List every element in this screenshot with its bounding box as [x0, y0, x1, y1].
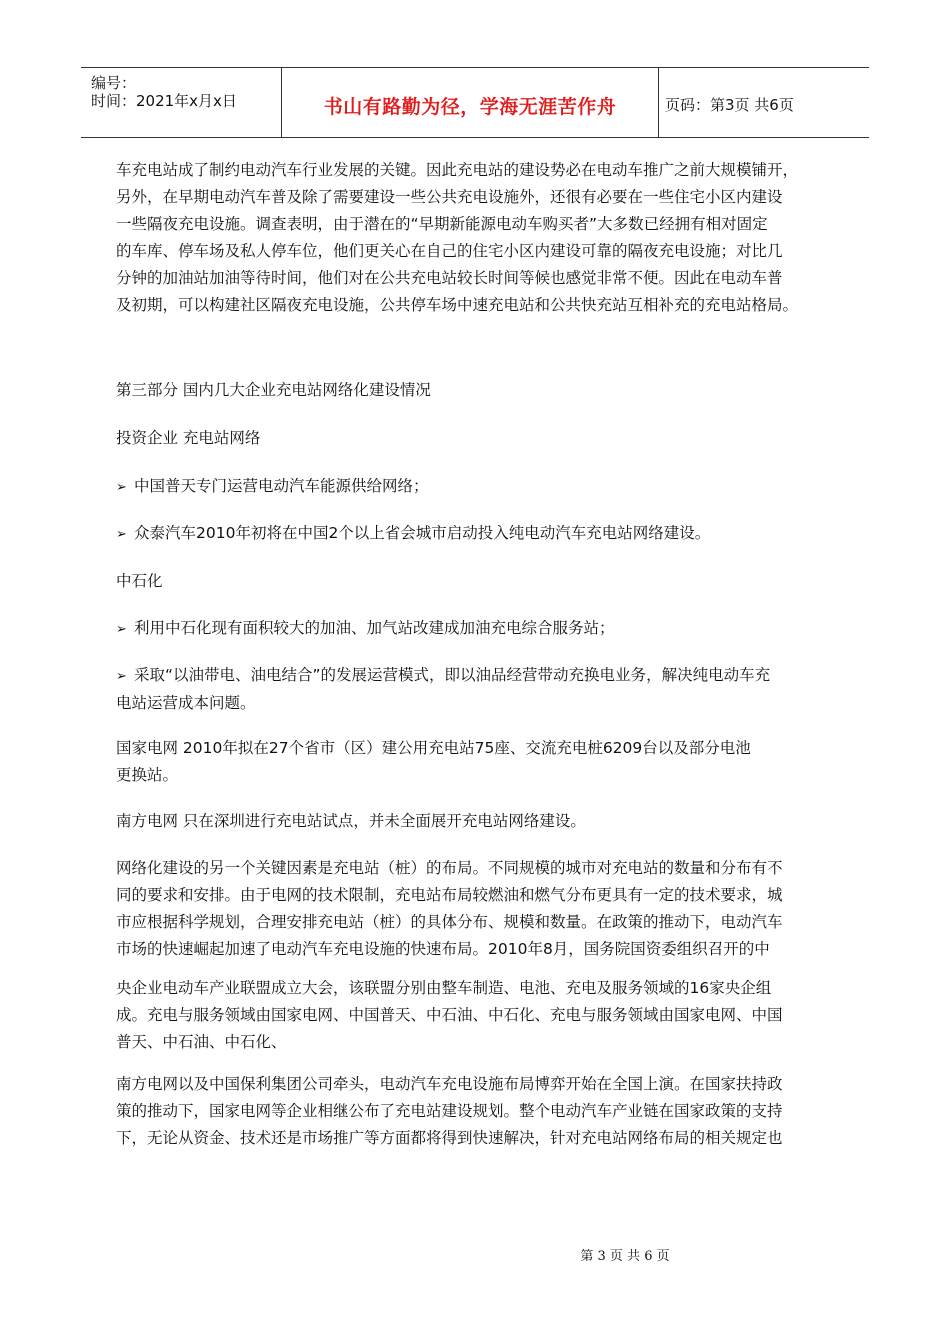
text-line: 同的要求和安排。由于电网的技术限制，充电站布局较燃油和燃气分布更具有一定的技术要求，城 — [116, 886, 783, 904]
invest-heading — [116, 425, 840, 452]
header-motto-cell — [282, 68, 659, 137]
arrow-bullet-icon: ➢ — [116, 622, 127, 637]
list-item — [116, 615, 840, 643]
text-line: 国家电网 2010年拟在27个省市（区）建公用充电站75座、交流充电桩6209台以及部分电池 — [116, 739, 751, 757]
page-footer: 第 3 页 共 6 页 — [580, 1249, 670, 1264]
page-header — [81, 67, 869, 138]
layout-paragraph — [116, 855, 840, 963]
section-title: 第三部分 国内几大企业充电站网络化建设情况 — [116, 381, 431, 399]
text-line: 央企业电动车产业联盟成立大会，该联盟分别由整车制造、电池、充电及服务领域的16家央企组 — [116, 979, 772, 997]
policy-paragraph — [116, 1071, 840, 1152]
list-item — [116, 473, 840, 501]
text-line: 网络化建设的另一个关键因素是充电站（桩）的布局。不同规模的城市对充电站的数量和分布有不 — [116, 859, 783, 877]
text-line: 下，无论从资金、技术还是市场推广等方面都将得到快速解决，针对充电站网络布局的相关规定也 — [116, 1129, 783, 1147]
text-line: 更换站。 — [116, 766, 179, 784]
arrow-bullet-icon: ➢ — [116, 527, 127, 542]
text-line: 策的推动下，国家电网等企业相继公布了充电站建设规划。整个电动汽车产业链在国家政策的支持 — [116, 1102, 783, 1120]
text-line: 市应根据科学规划，合理安排充电站（桩）的具体分布、规模和数量。在政策的推动下，电动汽车 — [116, 913, 783, 931]
text-line: 市场的快速崛起加速了电动汽车充电设施的快速布局。2010年8月，国务院国资委组织召开的中 — [116, 940, 770, 958]
document-number-label: 编号： — [91, 74, 137, 92]
intro-paragraph — [116, 157, 840, 319]
sinopec-heading — [116, 568, 840, 595]
page-info: 页码：第3页 共6页 — [665, 96, 794, 114]
subheading: 投资企业 充电站网络 — [116, 429, 261, 447]
arrow-bullet-icon: ➢ — [116, 669, 127, 684]
list-item-text: 利用中石化现有面积较大的加油、加气站改建成加油充电综合服务站； — [134, 619, 615, 637]
list-item — [116, 520, 840, 548]
list-item-text: 电站运营成本问题。 — [116, 694, 256, 712]
motto-text: 书山有路勤为径，学海无涯苦作舟 — [323, 96, 617, 118]
subheading: 中石化 — [116, 572, 163, 590]
text-line: 南方电网以及中国保利集团公司牵头，电动汽车充电设施布局博弈开始在全国上演。在国家扶持政 — [116, 1075, 783, 1093]
alliance-paragraph — [116, 975, 840, 1056]
csg-paragraph — [116, 808, 840, 835]
text-line: 分钟的加油站加油等待时间，他们对在公共充电站较长时间等候也感觉非常不便。因此在电动车普 — [116, 269, 783, 287]
header-meta-cell — [81, 68, 282, 137]
header-page-cell — [659, 68, 869, 137]
list-item-text: 众泰汽车2010年初将在中国2个以上省会城市启动投入纯电动汽车充电站网络建设。 — [134, 524, 711, 542]
text-line: 及初期，可以构建社区隔夜充电设施，公共停车场中速充电站和公共快充站互相补充的充电站格局。 — [116, 296, 799, 314]
list-item — [116, 662, 840, 717]
list-item-text: 中国普天专门运营电动汽车能源供给网络； — [134, 477, 429, 495]
text-line: 车充电站成了制约电动汽车行业发展的关键。因此充电站的建设势必在电动车推广之前大规模铺开， — [116, 161, 799, 179]
list-item-text: 采取“以油带电、油电结合”的发展运营模式，即以油品经营带动充换电业务，解决纯电动车充 — [134, 666, 771, 684]
text-line: 的车库、停车场及私人停车位，他们更关心在自己的住宅小区内建设可靠的隔夜充电设施；对比几 — [116, 242, 783, 260]
document-date-label: 时间：2021年x月x日 — [91, 92, 237, 110]
text-line: 一些隔夜充电设施。调查表明，由于潜在的“早期新能源电动车购买者”大多数已经拥有相对固定 — [116, 215, 768, 233]
section-heading — [116, 377, 840, 404]
text-line: 另外，在早期电动汽车普及除了需要建设一些公共充电设施外，还很有必要在一些住宅小区内建设 — [116, 188, 783, 206]
sgcc-paragraph — [116, 735, 840, 789]
text-line: 南方电网 只在深圳进行充电站试点，并未全面展开充电站网络建设。 — [116, 812, 586, 830]
text-line: 普天、中石油、中石化、 — [116, 1033, 287, 1051]
arrow-bullet-icon: ➢ — [116, 480, 127, 495]
text-line: 成。充电与服务领域由国家电网、中国普天、中石油、中石化、充电与服务领域由国家电网、中国 — [116, 1006, 783, 1024]
